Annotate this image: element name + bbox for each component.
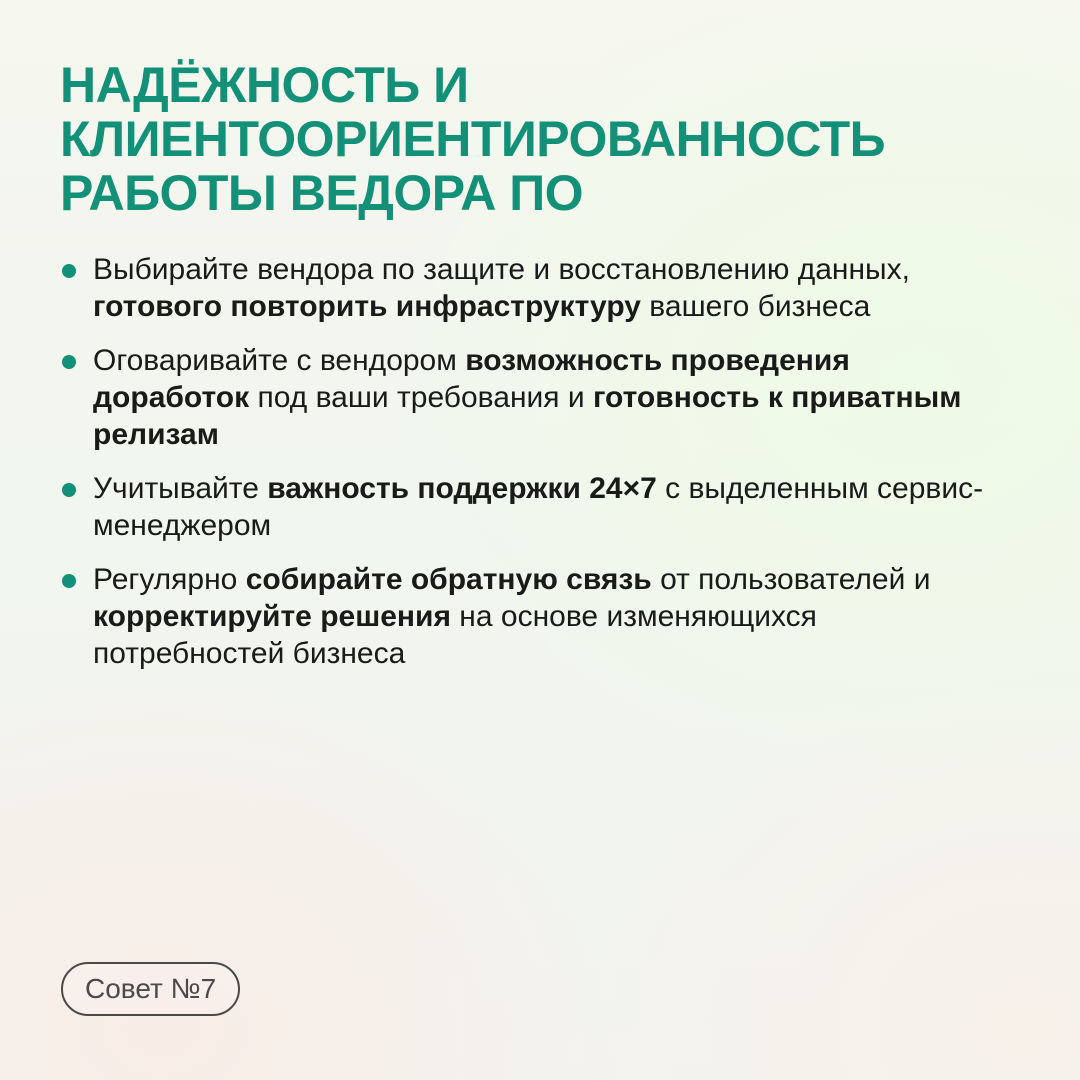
- item-text: Выбирайте вендора по защите и восстановлению данных,: [93, 253, 910, 286]
- list-item: [60, 342, 1020, 453]
- bullet-dot-icon: [62, 264, 76, 278]
- page-title: [60, 58, 1040, 220]
- tip-number-badge: [61, 962, 240, 1016]
- list-item: [60, 251, 1020, 325]
- item-text: Регулярно: [93, 563, 246, 596]
- tip-number-label: Совет №7: [85, 973, 217, 1004]
- list-item: [60, 561, 1020, 672]
- item-bold-text: готовность к приватным: [592, 381, 962, 414]
- item-text: вашего бизнеса: [640, 290, 871, 323]
- bullet-dot-icon: [62, 483, 76, 497]
- item-line: [93, 379, 1020, 416]
- item-bold-text: возможность проведения: [465, 344, 850, 377]
- bullet-dot-icon: [62, 355, 76, 369]
- tips-list: [60, 251, 1020, 689]
- item-text: потребностей бизнеса: [93, 637, 406, 670]
- item-bold-text: собирайте обратную связь: [245, 563, 652, 596]
- title-line-1: НАДЁЖНОСТЬ И: [60, 57, 469, 113]
- item-line: [93, 342, 1020, 379]
- item-text: с выделенным сервис-: [656, 472, 984, 505]
- list-item: [60, 470, 1020, 544]
- item-text: на основе изменяющихся: [450, 600, 817, 633]
- item-bold-text: релизам: [93, 418, 219, 451]
- item-line: [93, 635, 1020, 672]
- item-text: под ваши требования и: [249, 381, 593, 414]
- item-bold-text: важность поддержки 24×7: [267, 472, 657, 505]
- item-line: [93, 288, 1020, 325]
- item-text: Оговаривайте с вендором: [93, 344, 466, 377]
- bullet-dot-icon: [62, 574, 76, 588]
- title-line-3: РАБОТЫ ВЕДОРА ПО: [60, 165, 584, 221]
- item-text: менеджером: [93, 509, 272, 542]
- item-line: [93, 416, 1020, 453]
- title-line-2: КЛИЕНТООРИЕНТИРОВАННОСТЬ: [60, 111, 886, 167]
- item-text: Учитывайте: [93, 472, 268, 505]
- item-line: [93, 251, 1020, 288]
- item-line: [93, 561, 1020, 598]
- item-text: от пользователей и: [651, 563, 931, 596]
- item-line: [93, 507, 1020, 544]
- item-bold-text: корректируйте решения: [93, 600, 451, 633]
- item-line: [93, 470, 1020, 507]
- item-bold-text: доработок: [93, 381, 250, 414]
- item-bold-text: готового повторить инфраструктуру: [93, 290, 641, 323]
- item-line: [93, 598, 1020, 635]
